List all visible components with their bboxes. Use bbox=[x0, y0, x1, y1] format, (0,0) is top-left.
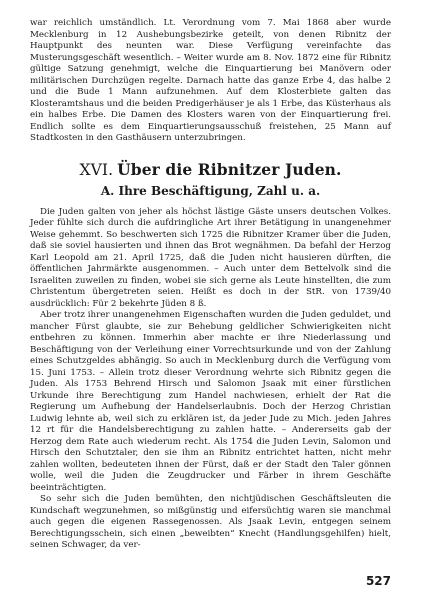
body-paragraph-3: So sehr sich die Juden bemühten, den nichtjüdischen Geschäftsleuten die Kundschaft wegzunehmen, so mißgünstig und eifersüchtig waren sie manchmal auch gegen die eigenen Rassegenossen. Als Jsaak Levin, entgegen seinem Berechtigungsschein, sich einen „beweibten“ Knecht (Handlungsgehilfen) hielt, seinen Schwager, da ver- bbox=[30, 494, 391, 550]
body-paragraph-2: Aber trotz ihrer unangenehmen Eigenschaften wurden die Juden geduldet, und mancher Fürst glaubte, sie zur Behebung geldlicher Schwierigkeiten nicht entbehren zu können. Immerhin aber machte er ihre Niederlassung und Beschäftigung von der Verleihung einer Vorrechtsurkunde und von der Zahlung eines Schutzgeldes abhängig. So auch in Mecklenburg durch die Verfügung vom 15. Juni 1753. – Allein trotz dieser Verordnung wehrte sich Ribnitz gegen die Juden. Als 1753 Behrend Hirsch und Salomon Jsaak mit einer fürstlichen Urkunde ihre Berechtigung zum Handel nachwiesen, erhielt der Rat die Regierung um Aufhebung der Handelserlaubnis. Doch der Herzog Christian Ludwig lehnte ab, weil sich zu erklären ist, da jeder Jude zu Mich. jeden Jahres 12 rt für die Handelsberechtigung zu zahlen hatte. – Andererseits gab der Herzog dem Rate auch wiederum recht. Als 1754 die Juden Levin, Salomon und Hirsch den Schutztaler, den sie ihm an Ribnitz entrichtet hatten, nicht mehr zahlen wollten, bedeuteten ihnen der Fürst, daß er der Stadt den Taler gönnen wolle, weil die Juden die Zeugdrucker und Färber in ihrem Geschäfte beeinträchtigten. bbox=[30, 310, 391, 493]
section-subtitle: A. Ihre Beschäftigung, Zahl u. a. bbox=[100, 183, 321, 198]
opening-paragraph: war reichlich umständlich. Lt. Verordnung vom 7. Mai 1868 aber wurde Mecklenburg in 12 Aushebungsbezirke geteilt, von denen Ribnitz der Hauptpunkt des neunten war. Diese Verfügung vereinfachte das Musterungsgeschäft wesentlich. – Weiter wurde am 8. Nov. 1872 eine für Ribnitz gültige Satzung genehmigt, welche die Einquartierung bei Manövern oder militärischen Durchzügen regelte. Darnach hatte das ganze Erbe 4, das halbe 2 und die Bude 1 Mann aufzunehmen. Auf dem Klosterbiete galten das Klosteramtshaus und die beiden Predigerhäuser je als 1 Erbe, das Küsterhaus als ein halbes Erbe. Die Damen des Klosters waren von der Einquartierung frei. Endlich sollte es dem Einquartierungsausschuß freistehen, 25 Mann auf Stadtkosten in den Gasthäusern unterzubringen. bbox=[30, 18, 391, 143]
chapter-title-text: Über die Ribnitzer Juden. bbox=[117, 159, 342, 179]
chapter-heading bbox=[30, 160, 391, 199]
document-page bbox=[30, 18, 391, 599]
body-paragraph-1: Die Juden galten von jeher als höchst lästige Gäste unsers deutschen Volkes. Jeder fühlte sich durch die aufdringliche Art ihrer Betätigung in unangenehmer Weise gehemmt. So beschwerten sich 1725 die Ribnitzer Kramer über die Juden, daß sie soviel hausierten und ihnen das Brot wegnähmen. Da befahl der Herzog Karl Leopold am 21. April 1725, daß die Juden nicht hausieren dürften, die öffentlichen Jahrmärkte ausgenommen. – Auch unter dem Bettelvolk sind die Israeliten zuweilen zu finden, wobei sie sich gerne als Leute hinstellten, die zum Christentum übergetreten seien. Heißt es doch in der StR. von 1739/40 ausdrücklich: Für 2 bekehrte Jüden 8 ß. bbox=[30, 206, 391, 309]
chapter-number: XVI. bbox=[79, 160, 114, 179]
page-number: 527 bbox=[365, 574, 391, 588]
chapter-title bbox=[30, 160, 391, 180]
